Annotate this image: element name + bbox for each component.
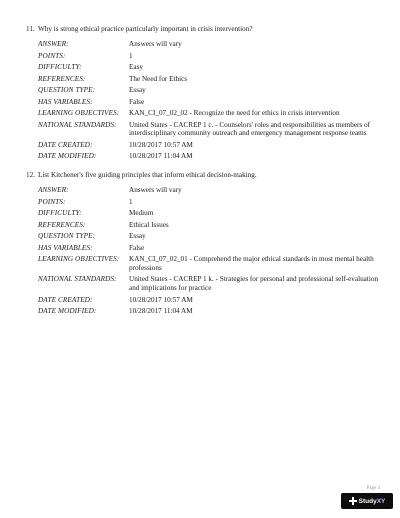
field-label: POINTS: bbox=[38, 197, 66, 206]
field-label: DATE MODIFIED: bbox=[38, 152, 97, 161]
field-value: United States - CACREP 1 c. - Counselors' roles and responsibilities as members of interdisciplinary community outreach and emergency management response teams bbox=[129, 120, 370, 138]
field-value: 1 bbox=[129, 51, 133, 60]
field-learning-objectives bbox=[38, 255, 388, 273]
field-has-variables bbox=[38, 98, 388, 107]
field-difficulty bbox=[38, 63, 388, 72]
question-number: 12. bbox=[26, 171, 35, 179]
field-label: LEARNING OBJECTIVES: bbox=[38, 109, 120, 117]
plus-icon bbox=[349, 497, 357, 505]
field-label: ANSWER: bbox=[38, 186, 69, 194]
question-number: 11. bbox=[26, 25, 35, 33]
field-label: DIFFICULTY: bbox=[38, 209, 82, 217]
field-date-modified bbox=[38, 152, 388, 161]
field-label: REFERENCES: bbox=[38, 74, 86, 83]
field-value: False bbox=[129, 97, 145, 106]
field-points bbox=[38, 52, 388, 61]
brand-part-xy: XY bbox=[376, 497, 386, 505]
field-learning-objectives bbox=[38, 109, 388, 118]
field-value: KAN_CI_07_02_01 - Comprehend the major ethical standards in most mental health professions bbox=[129, 255, 374, 272]
field-difficulty bbox=[38, 209, 388, 218]
field-label: DIFFICULTY: bbox=[38, 63, 82, 71]
question-header bbox=[26, 24, 388, 34]
field-value: The Need for Ethics bbox=[129, 74, 188, 83]
field-national-standards bbox=[38, 275, 388, 293]
field-answer bbox=[38, 40, 388, 49]
brand-part-study: Study bbox=[358, 497, 377, 505]
field-value: Ethical Issues bbox=[129, 220, 169, 229]
field-value: 10/28/2017 11:04 AM bbox=[129, 307, 193, 316]
field-label: DATE CREATED: bbox=[38, 140, 93, 149]
field-label: QUESTION TYPE: bbox=[38, 86, 96, 94]
field-references bbox=[38, 75, 388, 84]
field-label: NATIONAL STANDARDS: bbox=[38, 275, 117, 284]
question-metadata bbox=[38, 186, 388, 316]
field-question-type bbox=[38, 232, 388, 241]
field-label: HAS VARIABLES: bbox=[38, 97, 93, 106]
field-has-variables bbox=[38, 244, 388, 253]
question-header bbox=[26, 170, 388, 180]
question-metadata bbox=[38, 40, 388, 161]
field-value: 10/28/2017 10:57 AM bbox=[129, 295, 193, 304]
field-value: United States - CACREP 1 k. - Strategies for personal and professional self-evaluation and implications for practice bbox=[129, 275, 379, 293]
field-value: Medium bbox=[129, 209, 154, 217]
field-value: KAN_CI_07_02_02 - Recognize the need for ethics in crisis intervention bbox=[129, 109, 340, 117]
field-label: DATE CREATED: bbox=[38, 295, 93, 304]
studyxy-badge[interactable] bbox=[341, 493, 393, 509]
field-value: Essay bbox=[129, 232, 146, 240]
field-value: Answers will vary bbox=[129, 186, 182, 194]
field-label: NATIONAL STANDARDS: bbox=[38, 120, 117, 129]
field-date-created bbox=[38, 296, 388, 305]
question-11 bbox=[26, 24, 388, 164]
field-answer bbox=[38, 186, 388, 195]
field-value: 1 bbox=[129, 197, 133, 206]
field-references bbox=[38, 221, 388, 230]
field-value: False bbox=[129, 243, 145, 252]
field-label: DATE MODIFIED: bbox=[38, 307, 97, 316]
field-points bbox=[38, 198, 388, 207]
question-12 bbox=[26, 170, 388, 319]
field-national-standards bbox=[38, 121, 388, 139]
field-label: QUESTION TYPE: bbox=[38, 232, 96, 240]
field-label: HAS VARIABLES: bbox=[38, 243, 93, 252]
field-value: 10/28/2017 10:57 AM bbox=[129, 140, 193, 149]
field-value: Easy bbox=[129, 63, 143, 71]
page-number: Page 4 bbox=[366, 486, 380, 491]
field-label: LEARNING OBJECTIVES: bbox=[38, 255, 120, 263]
field-label: REFERENCES: bbox=[38, 220, 86, 229]
field-value: 10/28/2017 11:04 AM bbox=[129, 152, 193, 161]
field-label: ANSWER: bbox=[38, 40, 69, 48]
field-question-type bbox=[38, 86, 388, 95]
badge-brand bbox=[359, 498, 386, 505]
field-value: Essay bbox=[129, 86, 146, 94]
field-value: Answers will vary bbox=[129, 40, 182, 48]
question-text: List Kitchener's five guiding principles that inform ethical decision-making. bbox=[38, 171, 257, 179]
field-date-modified bbox=[38, 307, 388, 316]
question-text: Why is strong ethical practice particularly important in crisis intervention? bbox=[38, 25, 253, 33]
field-label: POINTS: bbox=[38, 51, 66, 60]
field-date-created bbox=[38, 141, 388, 150]
